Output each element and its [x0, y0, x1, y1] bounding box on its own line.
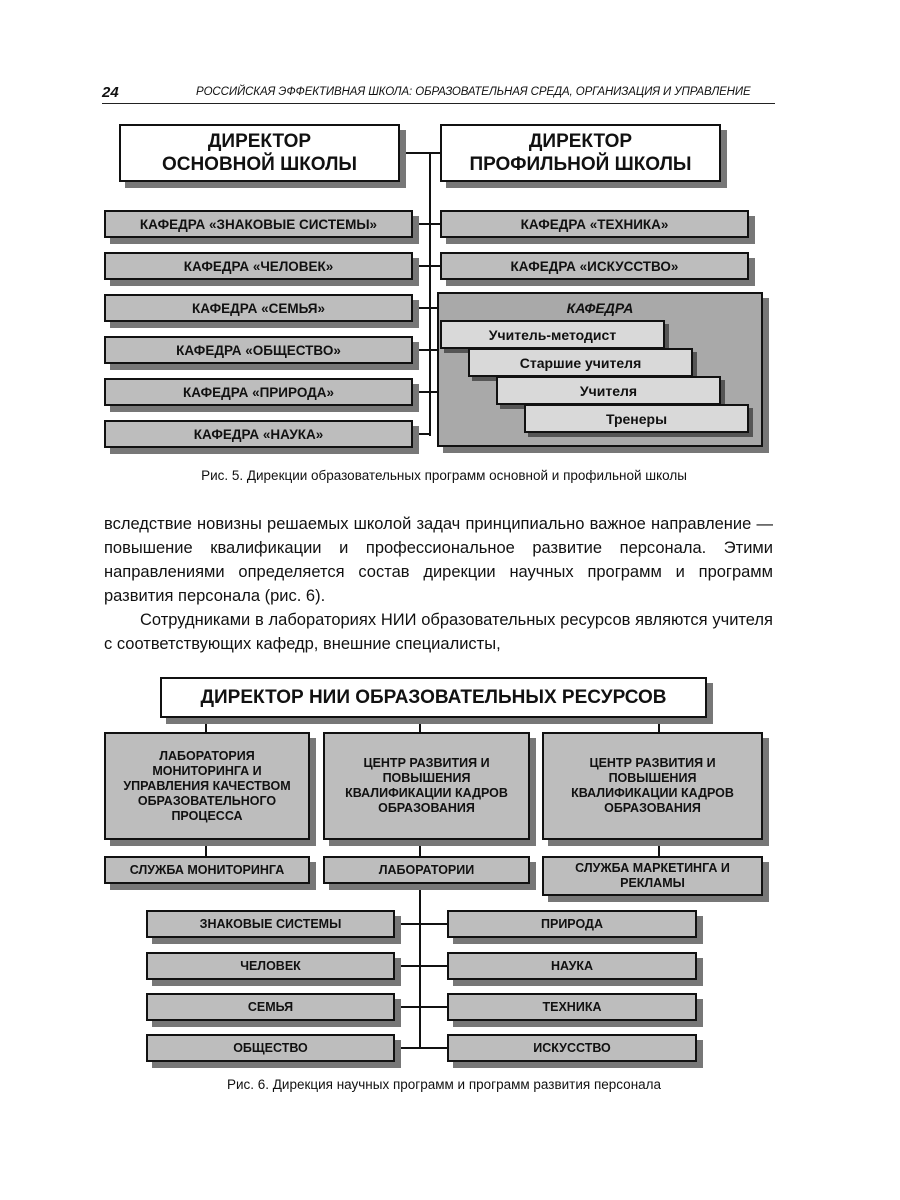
lab-box: ЧЕЛОВЕК	[146, 952, 395, 980]
connector-line	[412, 223, 442, 225]
marketing-service: СЛУЖБА МАРКЕТИНГА И РЕКЛАМЫ	[542, 856, 763, 896]
connector-line	[412, 433, 431, 435]
connector-line	[658, 840, 660, 856]
connector-line	[205, 840, 207, 856]
connector-line	[412, 349, 438, 351]
department-box: КАФЕДРА «ИСКУССТВО»	[440, 252, 749, 280]
lab-box: ИСКУССТВО	[447, 1034, 697, 1062]
lab-box: ТЕХНИКА	[447, 993, 697, 1021]
kafedra-title: КАФЕДРА	[566, 300, 634, 316]
lab-box: ЗНАКОВЫЕ СИСТЕМЫ	[146, 910, 395, 938]
lab-box: НАУКА	[447, 952, 697, 980]
lab-box: ПРИРОДА	[447, 910, 697, 938]
connector-line	[412, 307, 438, 309]
connector-line	[419, 840, 421, 856]
connector-line	[393, 965, 449, 967]
director-profile-school: ДИРЕКТОР ПРОФИЛЬНОЙ ШКОЛЫ	[440, 124, 721, 182]
staff-level: Старшие учителя	[468, 348, 693, 377]
department-box: КАФЕДРА «ЧЕЛОВЕК»	[104, 252, 413, 280]
running-title: РОССИЙСКАЯ ЭФФЕКТИВНАЯ ШКОЛА: ОБРАЗОВАТЕЛЬНАЯ СРЕДА, ОРГАНИЗАЦИЯ И УПРАВЛЕНИЕ	[196, 86, 751, 98]
center-development-1: ЦЕНТР РАЗВИТИЯ И ПОВЫШЕНИЯ КВАЛИФИКАЦИИ КАДРОВ ОБРАЗОВАНИЯ	[323, 732, 530, 840]
monitoring-service: СЛУЖБА МОНИТОРИНГА	[104, 856, 310, 884]
department-box: КАФЕДРА «ПРИРОДА»	[104, 378, 413, 406]
department-box: КАФЕДРА «СЕМЬЯ»	[104, 294, 413, 322]
center-development-2: ЦЕНТР РАЗВИТИЯ И ПОВЫШЕНИЯ КВАЛИФИКАЦИИ КАДРОВ ОБРАЗОВАНИЯ	[542, 732, 763, 840]
staff-level: Учителя	[496, 376, 721, 405]
header-rule	[102, 103, 775, 104]
staff-level: Тренеры	[524, 404, 749, 433]
figure-6-caption: Рис. 6. Дирекция научных программ и программ развития персонала	[226, 1077, 662, 1092]
department-box: КАФЕДРА «ТЕХНИКА»	[440, 210, 749, 238]
laboratories: ЛАБОРАТОРИИ	[323, 856, 530, 884]
director-nii: ДИРЕКТОР НИИ ОБРАЗОВАТЕЛЬНЫХ РЕСУРСОВ	[160, 677, 707, 718]
connector-line	[205, 720, 660, 722]
lab-monitoring-quality: ЛАБОРАТОРИЯ МОНИТОРИНГА И УПРАВЛЕНИЯ КАЧЕСТВОМ ОБРАЗОВАТЕЛЬНОГО ПРОЦЕССА	[104, 732, 310, 840]
connector-line	[398, 152, 442, 154]
department-box: КАФЕДРА «ОБЩЕСТВО»	[104, 336, 413, 364]
lab-box: ОБЩЕСТВО	[146, 1034, 395, 1062]
department-box: КАФЕДРА «НАУКА»	[104, 420, 413, 448]
connector-line	[412, 391, 438, 393]
connector-line	[412, 265, 442, 267]
lab-box: СЕМЬЯ	[146, 993, 395, 1021]
director-basic-school: ДИРЕКТОР ОСНОВНОЙ ШКОЛЫ	[119, 124, 400, 182]
paragraph-1: вследствие новизны решаемых школой задач принципиально важное направление — повышение квалификации и профессиональное развитие персонала. Этими направлениями определяется состав дирекции научных программ и программ развития персонала (рис. 6).	[104, 515, 773, 605]
connector-line	[393, 923, 449, 925]
connector-line	[429, 152, 431, 436]
figure-5-caption: Рис. 5. Дирекции образовательных программ основной и профильной школы	[201, 468, 687, 483]
connector-line	[393, 1006, 449, 1008]
connector-line	[393, 1047, 449, 1049]
staff-level: Учитель-методист	[440, 320, 665, 349]
page-number: 24	[102, 84, 119, 101]
paragraph-2: Сотрудниками в лабораториях НИИ образовательных ресурсов являются учителя с соответствующих кафедр, внешние специалисты,	[104, 611, 773, 653]
department-box: КАФЕДРА «ЗНАКОВЫЕ СИСТЕМЫ»	[104, 210, 413, 238]
